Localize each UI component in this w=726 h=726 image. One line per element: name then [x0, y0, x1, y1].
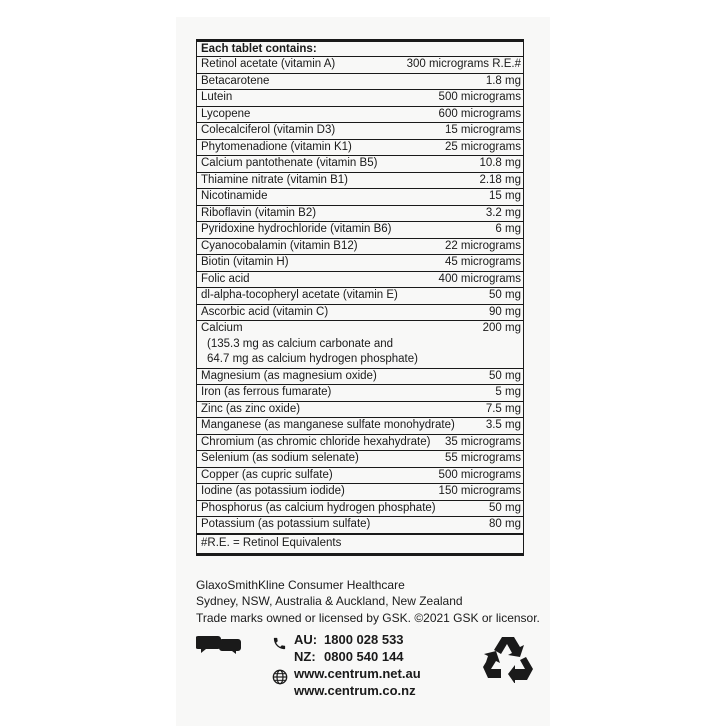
website-au-link[interactable]: www.centrum.net.au — [294, 666, 421, 681]
ingredient-name: Ascorbic acid (vitamin C) — [201, 305, 329, 318]
nutrition-table — [196, 39, 524, 556]
company-info — [196, 577, 540, 626]
ingredient-amount: 150 micrograms — [438, 485, 521, 497]
globe-icon — [272, 669, 288, 690]
table-header: Each tablet contains: — [197, 42, 523, 57]
ingredient-amount: 22 micrograms — [444, 239, 521, 252]
table-row — [197, 123, 523, 140]
ingredient-amount: 50 mg — [489, 289, 521, 301]
ingredient-name: Colecalciferol (vitamin D3) — [201, 124, 336, 136]
calcium-detail-line-1: (135.3 mg as calcium carbonate and — [207, 337, 394, 350]
table-row — [197, 517, 523, 535]
ingredient-amount: 50 mg — [489, 501, 521, 514]
ingredient-name: Retinol acetate (vitamin A) — [201, 58, 336, 70]
table-row — [197, 435, 523, 452]
ingredient-amount: 500 micrograms — [438, 468, 521, 481]
ingredient-amount: 600 micrograms — [438, 107, 521, 120]
phone-icon — [272, 636, 287, 656]
ingredient-name: Potassium (as potassium sulfate) — [201, 518, 371, 530]
ingredient-name: Calcium — [201, 322, 243, 334]
table-row — [197, 402, 523, 419]
ingredient-name: Thiamine nitrate (vitamin B1) — [201, 173, 348, 186]
ingredient-rows-lower — [197, 369, 523, 535]
ingredient-name: Folic acid — [201, 272, 250, 285]
ingredient-name: Riboflavin (vitamin B2) — [201, 206, 317, 219]
nz-phone[interactable]: 0800 540 144 — [324, 649, 404, 664]
company-name: GlaxoSmithKline Consumer Healthcare — [196, 578, 405, 592]
nz-label: NZ: — [294, 649, 316, 664]
table-row — [197, 484, 523, 501]
ingredient-name: Phosphorus (as calcium hydrogen phosphate) — [201, 501, 436, 514]
ingredient-name: dl-alpha-tocopheryl acetate (vitamin E) — [201, 289, 398, 301]
label-panel — [176, 17, 550, 726]
table-row — [197, 501, 523, 518]
ingredient-amount: 90 mg — [489, 305, 521, 318]
table-row — [197, 369, 523, 386]
ingredient-name: Selenium (as sodium selenate) — [201, 452, 359, 464]
table-row — [197, 451, 523, 468]
ingredient-name: Copper (as cupric sulfate) — [201, 468, 333, 481]
ingredient-amount: 25 micrograms — [444, 140, 521, 153]
table-row — [197, 189, 523, 206]
ingredient-name: Nicotinamide — [201, 190, 268, 202]
ingredient-name: Iron (as ferrous fumarate) — [201, 386, 332, 398]
ingredient-name: Betacarotene — [201, 74, 270, 87]
ingredient-name: Zinc (as zinc oxide) — [201, 402, 301, 415]
table-row — [197, 272, 523, 289]
ingredient-rows-upper — [197, 57, 523, 321]
table-row — [197, 418, 523, 435]
calcium-detail-line-2: 64.7 mg as calcium hydrogen phosphate) — [207, 353, 418, 365]
ingredient-amount: 500 micrograms — [438, 91, 521, 103]
table-row — [197, 255, 523, 272]
ingredient-amount: 1.8 mg — [485, 74, 521, 87]
trademark-notice: Trade marks owned or licensed by GSK. ©2021 GSK or licensor. — [196, 610, 540, 625]
contact-lines — [294, 631, 421, 699]
ingredient-amount: 2.18 mg — [479, 173, 521, 186]
ingredient-name: Lutein — [201, 91, 233, 103]
au-label: AU: — [294, 632, 318, 647]
company-address: Sydney, NSW, Australia & Auckland, New Zealand — [196, 594, 463, 609]
ingredient-name: Manganese (as manganese sulfate monohydrate) — [201, 419, 455, 431]
ingredient-name: Biotin (vitamin H) — [201, 256, 289, 268]
table-row — [197, 140, 523, 157]
ingredient-amount: 35 micrograms — [444, 435, 521, 448]
ingredient-amount: 3.5 mg — [485, 419, 521, 431]
table-row — [197, 385, 523, 402]
table-row — [197, 90, 523, 107]
ingredient-amount: 7.5 mg — [485, 402, 521, 415]
ingredient-name: Iodine (as potassium iodide) — [201, 485, 345, 497]
ingredient-amount: 15 micrograms — [444, 124, 521, 136]
ingredient-amount: 5 mg — [495, 386, 521, 398]
table-row-calcium — [197, 321, 523, 369]
ingredient-amount: 3.2 mg — [485, 206, 521, 219]
table-row — [197, 57, 523, 74]
ingredient-name: Phytomenadione (vitamin K1) — [201, 140, 352, 153]
ingredient-amount: 45 micrograms — [444, 256, 521, 268]
ingredient-amount: 300 micrograms R.E.# — [406, 58, 521, 70]
table-row — [197, 107, 523, 124]
ingredient-amount: 80 mg — [489, 518, 521, 530]
ingredient-name: Lycopene — [201, 107, 251, 120]
recycle-icon — [482, 635, 534, 688]
speech-bubbles-icon — [196, 634, 244, 659]
ingredient-amount: 10.8 mg — [479, 157, 521, 169]
table-row — [197, 239, 523, 256]
table-row — [197, 156, 523, 173]
ingredient-name: Pyridoxine hydrochloride (vitamin B6) — [201, 223, 392, 235]
ingredient-amount: 55 micrograms — [444, 452, 521, 464]
ingredient-amount: 50 mg — [489, 369, 521, 382]
ingredient-amount: 200 mg — [482, 322, 521, 334]
ingredient-name: Cyanocobalamin (vitamin B12) — [201, 239, 358, 252]
table-row — [197, 173, 523, 190]
table-row — [197, 222, 523, 239]
ingredient-amount: 400 micrograms — [438, 272, 521, 285]
website-nz-link[interactable]: www.centrum.co.nz — [294, 683, 416, 698]
table-row — [197, 305, 523, 322]
ingredient-name: Magnesium (as magnesium oxide) — [201, 369, 377, 382]
table-row — [197, 74, 523, 91]
table-row — [197, 468, 523, 485]
table-footnote: #R.E. = Retinol Equivalents — [201, 536, 342, 549]
au-phone[interactable]: 1800 028 533 — [324, 632, 404, 647]
ingredient-name: Chromium (as chromic chloride hexahydrate) — [201, 435, 431, 448]
ingredient-amount: 6 mg — [495, 223, 521, 235]
table-row — [197, 206, 523, 223]
ingredient-name: Calcium pantothenate (vitamin B5) — [201, 157, 378, 169]
ingredient-amount: 15 mg — [489, 190, 521, 202]
table-row — [197, 288, 523, 305]
